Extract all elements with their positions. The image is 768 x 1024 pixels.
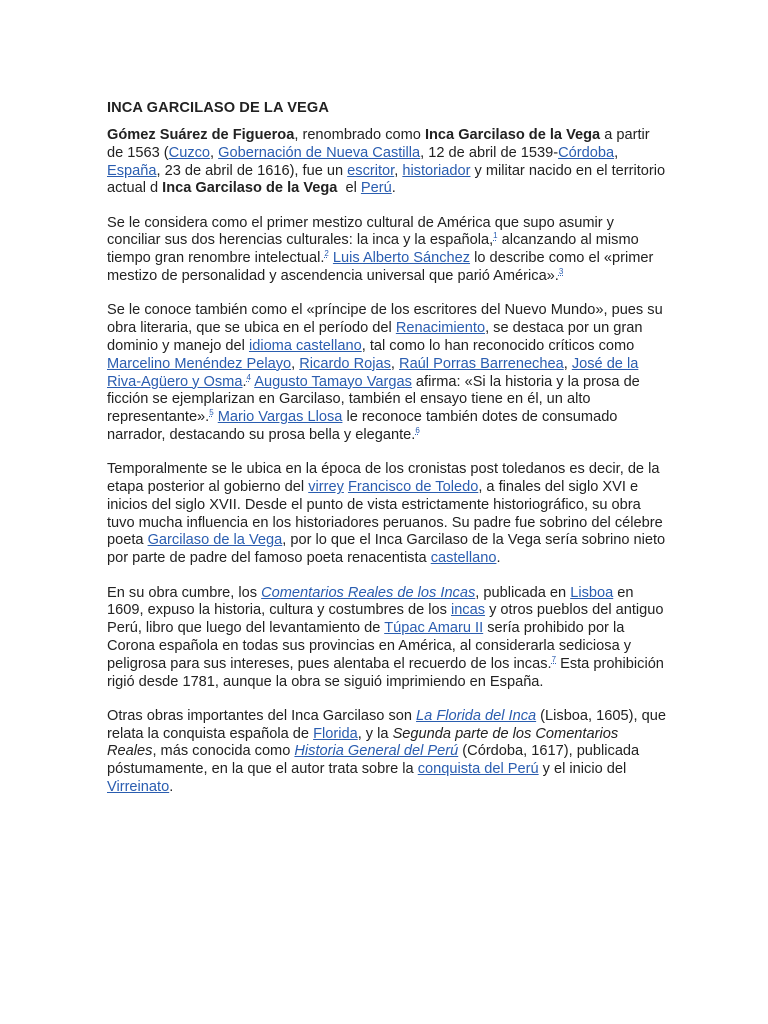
link-tupac-amaru[interactable]: Túpac Amaru II <box>384 620 484 637</box>
text: sería prohibido por la Corona española en todas sus provincias en América, al considerarla sediciosa y peligrosa para sus intereses, pues alentaba el recuerdo de los incas. <box>107 620 632 672</box>
link-lisboa[interactable]: Lisboa <box>570 584 614 601</box>
text: . <box>496 550 501 567</box>
text: Temporalmente se le ubica en la época de los cronistas post toledanos es decir, de la etapa posterior al gobierno del <box>107 461 660 496</box>
text: a partir de 1563 ( <box>107 127 650 161</box>
text: y militar nacido en el territorio actual d <box>107 162 666 197</box>
link-la-florida-del-inca[interactable]: La Florida del Inca <box>416 707 537 724</box>
text: , <box>394 162 403 179</box>
text: Otras obras importantes del Inca Garcilaso son <box>107 707 417 724</box>
paragraph-principe <box>107 302 667 444</box>
bold-name: Inca Garcilaso de la Vega <box>162 180 338 197</box>
text: alcanzando al mismo tiempo gran renombre intelectual. <box>107 232 639 267</box>
link-comentarios-reales[interactable]: Comentarios Reales de los Incas <box>261 584 476 601</box>
text: , renombrado como <box>294 127 425 143</box>
text: y el inicio del <box>538 761 627 778</box>
link-peru[interactable]: Perú <box>360 180 392 197</box>
paragraph-otras-obras <box>107 708 667 797</box>
link-vargas-llosa[interactable]: Mario Vargas Llosa <box>217 409 343 426</box>
text: , <box>210 144 219 161</box>
text: Esta prohibición rigió desde 1781, aunque la obra se siguió imprimiendo en España. <box>107 655 664 690</box>
text: en 1609, expuso la historia, cultura y costumbres de los <box>107 584 634 619</box>
link-ricardo-rojas[interactable]: Ricardo Rojas <box>299 355 391 372</box>
text: , <box>390 355 400 372</box>
text: , y la <box>357 725 393 742</box>
footnote-ref[interactable]: 6 <box>415 426 420 436</box>
text: , a finales del siglo XVI e inicios del siglo XVII. Desde el punto de vista estrictamente historiográfico, su obra tuvo mucha influencia en los historiadores peruanos. Su padre fue sobrino del célebre poeta <box>107 479 663 549</box>
text: y otros pueblos del antiguo Perú, libro que luego del levantamiento de <box>107 602 664 637</box>
text: (Lisboa, 1605), que relata la conquista española de <box>107 707 666 742</box>
text: , tal como lo han reconocido críticos como <box>361 337 635 354</box>
link-historiador[interactable]: historiador <box>402 162 471 179</box>
footnote-ref[interactable]: 1 <box>493 231 498 241</box>
text: , se destaca por un gran dominio y manejo del <box>107 320 643 354</box>
link-virreinato[interactable]: Virreinato <box>107 779 170 795</box>
link-luis-alberto-sanchez[interactable]: Luis Alberto Sánchez <box>332 250 471 267</box>
footnote-ref[interactable]: 5 <box>209 408 214 418</box>
bold-name: Gómez Suárez de Figueroa <box>107 127 295 143</box>
link-incas[interactable]: incas <box>450 602 486 619</box>
link-menendez-pelayo[interactable]: Marcelino Menéndez Pelayo <box>107 355 292 372</box>
text: En su obra cumbre, los <box>107 584 262 601</box>
link-florida[interactable]: Florida <box>313 725 358 742</box>
text: Se le conoce también como el «príncipe de los escritores del Nuevo Mundo», pues su obra literaria, que se ubica en el período del <box>107 302 663 337</box>
link-gobernacion[interactable]: Gobernación de Nueva Castilla <box>218 144 421 161</box>
text: , más conocida como <box>152 743 295 760</box>
footnote-ref[interactable]: 3 <box>558 267 564 277</box>
text: afirma: «Si la historia y la prosa de ficción se ejemplarizan en Garcilaso, también el ensayo tiene en él, un alto representante». <box>107 373 640 426</box>
text: Se le considera como el primer mestizo cultural de América que supo asumir y conciliar sus dos herencias culturales: la inca y la española, <box>107 214 614 249</box>
paragraph-mestizo <box>107 215 667 286</box>
text: (Córdoba, 1617), publicada póstumamente, en la que el autor trata sobre la <box>107 743 640 778</box>
link-castellano[interactable]: castellano <box>430 550 497 567</box>
document-page <box>107 98 667 813</box>
document-title: INCA GARCILASO DE LA VEGA <box>107 100 329 116</box>
text: lo describe como el «primer mestizo de personalidad y ascendencia universal que parió América». <box>107 250 654 285</box>
text: . <box>391 180 396 197</box>
text: . <box>242 373 247 390</box>
text: , publicada en <box>475 584 571 601</box>
italic-title: Segunda parte de los Comentarios Reales <box>107 725 619 760</box>
link-cordoba[interactable]: Córdoba <box>558 144 615 161</box>
link-idioma-castellano[interactable]: idioma castellano <box>248 337 362 354</box>
paragraph-comentarios <box>107 585 667 692</box>
footnote-ref[interactable]: 7 <box>551 654 557 664</box>
link-escritor[interactable]: escritor <box>347 162 395 179</box>
text: , 12 de abril de 1539- <box>420 144 559 161</box>
paragraph-cronistas <box>107 461 667 568</box>
text: le reconoce también dotes de consumado narrador, destacando su prosa bella y elegante. <box>107 409 618 443</box>
link-conquista-del-peru[interactable]: conquista del Perú <box>417 761 539 778</box>
paragraph-intro <box>107 127 667 198</box>
text: , <box>614 144 619 161</box>
text: el <box>337 180 361 197</box>
link-renacimiento[interactable]: Renacimiento <box>395 320 486 337</box>
link-espana[interactable]: España <box>107 162 157 179</box>
bold-name: Inca Garcilaso de la Vega <box>424 127 601 143</box>
footnote-ref[interactable]: 2 <box>324 249 329 259</box>
link-riva-aguero[interactable]: José de la Riva-Agüero y Osma <box>107 355 639 390</box>
link-garcilaso-de-la-vega[interactable]: Garcilaso de la Vega <box>147 532 283 549</box>
link-historia-general[interactable]: Historia General del Perú <box>294 743 459 760</box>
text: , <box>291 355 300 372</box>
link-cuzco[interactable]: Cuzco <box>168 144 211 161</box>
link-virrey[interactable]: virrey <box>308 479 344 496</box>
footnote-ref[interactable]: 4 <box>246 372 251 382</box>
link-tamayo-vargas[interactable]: Augusto Tamayo Vargas <box>254 373 412 390</box>
text: , por lo que el Inca Garcilaso de la Vega sería sobrino nieto por parte de padre del famoso poeta renacentista <box>107 532 666 567</box>
text: , 23 de abril de 1616), fue un <box>156 162 348 179</box>
text: , <box>563 355 572 372</box>
link-porras-barrenechea[interactable]: Raúl Porras Barrenechea <box>399 355 564 372</box>
link-francisco-de-toledo[interactable]: Francisco de Toledo <box>347 479 479 496</box>
text: . <box>169 779 174 795</box>
